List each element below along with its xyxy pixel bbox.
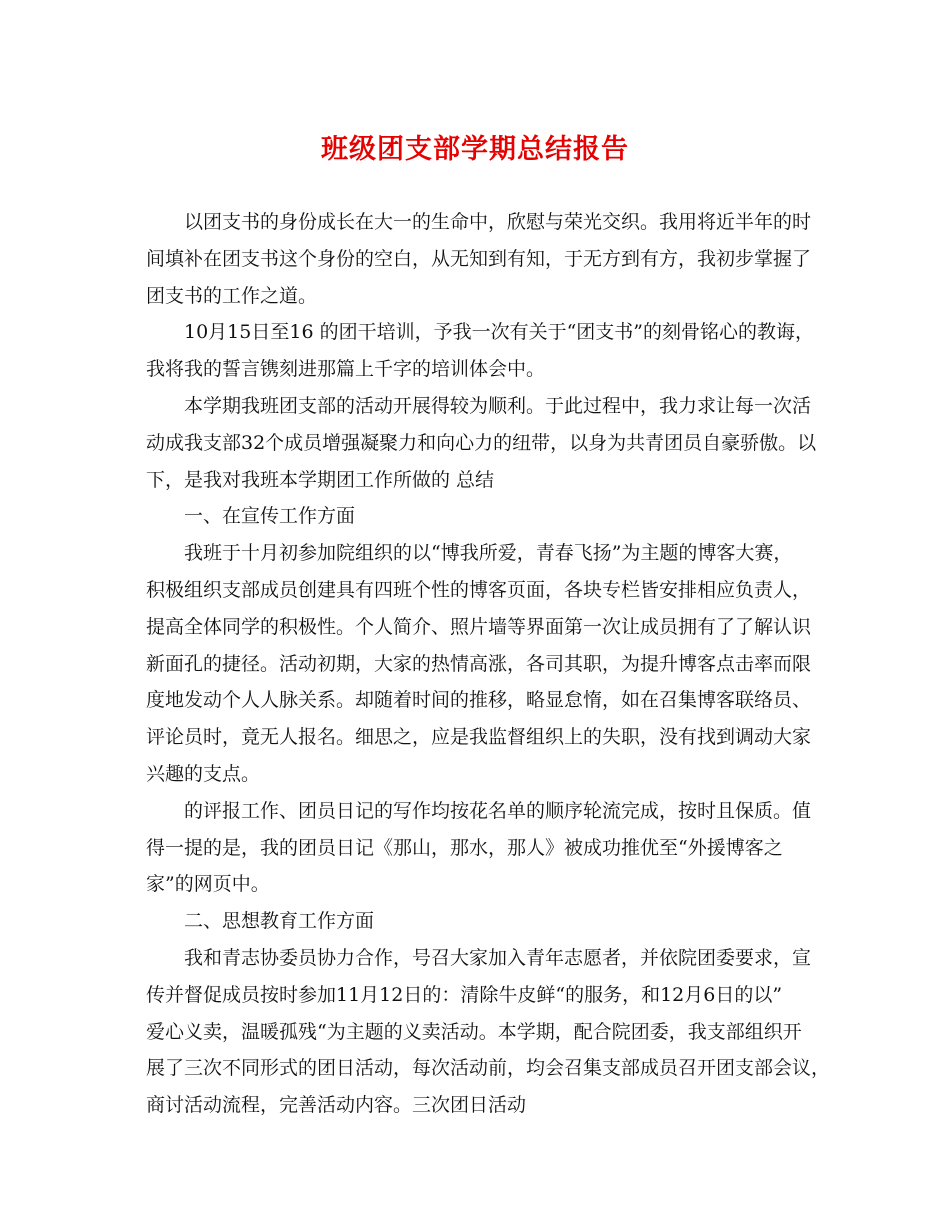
text-line: 动成我支部32个成员增强凝聚力和向心力的纽带，以身为共青团员自豪骄傲。以 bbox=[146, 431, 817, 454]
text-line: 以团支书的身份成长在大一的生命中，欣慰与荣光交织。我用将近半年的时 bbox=[184, 211, 812, 233]
document-body bbox=[146, 204, 831, 1124]
document-title: 班级团支部学期总结报告 bbox=[321, 134, 629, 165]
text-line: 家”的网页中。 bbox=[146, 873, 270, 896]
text-line: 兴趣的支点。 bbox=[146, 762, 261, 785]
text-line: 商讨活动流程，完善活动内容。三次团日活动 bbox=[146, 1094, 527, 1117]
text-line: 我班于十月初参加院组织的以“博我所爱，青春飞扬”为主题的博客大赛， bbox=[184, 542, 793, 565]
text-line: 本学期我班团支部的活动开展得较为顺利。于此过程中，我力求让每一次活 bbox=[184, 394, 812, 417]
text-line: 新面孔的捷径。活动初期，大家的热情高涨，各司其职，为提升博客点击率而限 bbox=[146, 652, 812, 675]
text-line: 的评报工作、团员日记的写作均按花名单的顺序轮流完成，按时且保质。值 bbox=[184, 799, 812, 822]
section-heading: 二、思想教育工作方面 bbox=[184, 910, 375, 933]
text-line: 评论员时，竟无人报名。细思之，应是我监督组织上的失职，没有找到调动大家 bbox=[146, 726, 812, 749]
text-line: 我将我的誓言镌刻进那篇上千字的培训体会中。 bbox=[146, 358, 546, 381]
text-line: 提高全体同学的积极性。个人简介、照片墙等界面第一次让成员拥有了了解认识 bbox=[146, 615, 812, 638]
text-line: 展了三次不同形式的团日活动，每次活动前，均会召集支部成员召开团支部会议， bbox=[146, 1057, 831, 1080]
text-line: 我和青志协委员协力合作，号召大家加入青年志愿者，并依院团委要求，宣 bbox=[184, 946, 812, 969]
text-line: 间填补在团支书这个身份的空白，从无知到有知，于无方到有方，我初步掌握了 bbox=[146, 247, 812, 270]
text-line: 度地发动个人人脉关系。却随着时间的推移，略显怠惰，如在召集博客联络员、 bbox=[146, 689, 812, 712]
section-heading: 一、在宣传工作方面 bbox=[184, 505, 356, 528]
text-line: 传并督促成员按时参加11月12日的：清除牛皮鲜“的服务，和12月6日的以” bbox=[146, 983, 783, 1006]
text-line: 积极组织支部成员创建具有四班个性的博客页面，各块专栏皆安排相应负责人， bbox=[146, 578, 812, 601]
text-line: 得一提的是，我的团员日记《那山，那水，那人》被成功推优至“外援博客之 bbox=[146, 836, 783, 859]
text-line: 下，是我对我班本学期团工作所做的 总结 bbox=[146, 468, 495, 491]
text-line: 团支书的工作之道。 bbox=[146, 284, 318, 307]
text-line: 爱心义卖，温暖孤残“为主题的义卖活动。本学期，配合院团委，我支部组织开 bbox=[146, 1020, 802, 1043]
text-line: 10月15日至16 的团干培训，予我一次有关于“团支书”的刻骨铭心的教诲， bbox=[184, 321, 814, 344]
